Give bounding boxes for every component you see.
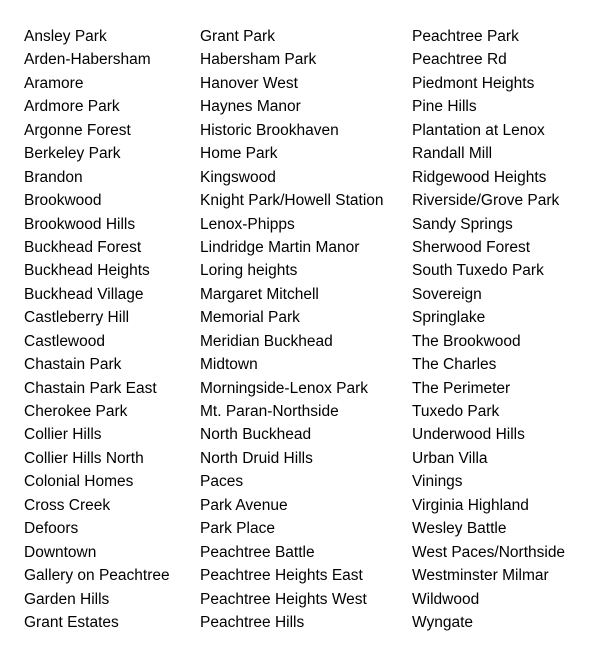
neighborhood-list-item: Wesley Battle	[412, 520, 507, 538]
neighborhood-list-item: Hanover West	[200, 74, 298, 92]
neighborhood-list-item: Tuxedo Park	[412, 403, 500, 420]
neighborhood-list-item: Buckhead Heights	[24, 262, 150, 280]
neighborhood-list-item: Memorial Park	[200, 309, 300, 327]
neighborhood-list-item: Park Place	[200, 520, 275, 538]
neighborhood-list-item: Home Park	[200, 145, 278, 163]
neighborhood-list-item: Plantation at Lenox	[412, 121, 545, 139]
neighborhood-list-item: Paces	[200, 473, 244, 491]
neighborhood-list-item: Wyngate	[412, 613, 474, 631]
neighborhood-list-item: Virginia Highland	[412, 496, 529, 514]
neighborhood-list-item: Collier Hills	[24, 426, 102, 444]
neighborhood-list-item: Gallery on Peachtree	[24, 567, 170, 585]
neighborhood-list-item: Berkeley Park	[24, 145, 121, 163]
neighborhood-list-item: Grant Estates	[24, 613, 119, 631]
neighborhood-list-item: Midtown	[200, 356, 258, 374]
neighborhood-list-item: Pine Hills	[412, 98, 477, 116]
neighborhood-list-item: Lindridge Martin Manor	[200, 238, 360, 256]
neighborhood-list-item: Piedmont Heights	[412, 74, 535, 92]
neighborhood-list-item: Underwood Hills	[412, 426, 525, 444]
neighborhood-list-item: Park Avenue	[200, 496, 288, 514]
neighborhood-list-item: Garden Hills	[24, 590, 110, 608]
neighborhood-list-item: Sherwood Forest	[412, 238, 531, 256]
neighborhood-list-item: Aramore	[24, 74, 84, 92]
neighborhood-list-item: Castlewood	[24, 332, 105, 350]
neighborhood-list-item: The Perimeter	[412, 379, 511, 397]
neighborhood-list-item: Ridgewood Heights	[412, 168, 547, 186]
neighborhood-list-item: Mt. Paran-Northside	[200, 403, 339, 420]
neighborhood-list-item: Loring heights	[200, 262, 298, 280]
neighborhood-list-item: Colonial Homes	[24, 473, 134, 491]
neighborhood-list-item: Cross Creek	[24, 496, 111, 514]
neighborhood-list-item: Peachtree Battle	[200, 543, 315, 561]
neighborhood-list-item: The Charles	[412, 356, 497, 374]
neighborhood-list-item: Ansley Park	[24, 28, 107, 45]
neighborhood-list-item: Cherokee Park	[24, 403, 128, 420]
neighborhood-list-item: Buckhead Village	[24, 285, 144, 303]
neighborhood-list-item: Knight Park/Howell Station	[200, 192, 384, 210]
neighborhood-list-item: West Paces/Northside	[412, 543, 566, 561]
neighborhood-list-item: Peachtree Park	[412, 28, 519, 45]
neighborhood-list-item: Sandy Springs	[412, 215, 513, 233]
neighborhood-list-item: Meridian Buckhead	[200, 332, 333, 350]
neighborhood-list-item: Randall Mill	[412, 145, 493, 163]
neighborhood-list-item: Kingswood	[200, 168, 276, 186]
neighborhood-list-item: The Brookwood	[412, 332, 521, 350]
neighborhood-list-item: Wildwood	[412, 590, 480, 608]
neighborhood-list-item: North Buckhead	[200, 426, 312, 444]
neighborhood-list-item: Brookwood	[24, 192, 102, 210]
neighborhood-list-item: Arden-Habersham	[24, 51, 151, 69]
neighborhood-column-3	[412, 25, 565, 634]
neighborhood-list-item: South Tuxedo Park	[412, 262, 544, 280]
neighborhood-list-item: Sovereign	[412, 285, 482, 303]
neighborhood-list-item: Chastain Park East	[24, 379, 157, 397]
neighborhood-list-item: Defoors	[24, 520, 79, 538]
neighborhood-column-2	[200, 25, 384, 634]
neighborhood-list-item: Collier Hills North	[24, 449, 144, 467]
neighborhood-list-item: Habersham Park	[200, 51, 317, 69]
neighborhood-list-item: Peachtree Heights East	[200, 567, 363, 585]
neighborhood-list-item: Castleberry Hill	[24, 309, 130, 327]
neighborhood-list-item: Grant Park	[200, 28, 275, 45]
neighborhood-list-item: North Druid Hills	[200, 449, 313, 467]
neighborhood-list-item: Riverside/Grove Park	[412, 192, 560, 210]
neighborhood-list-item: Haynes Manor	[200, 98, 301, 116]
neighborhood-list-item: Historic Brookhaven	[200, 121, 339, 139]
neighborhood-list-item: Downtown	[24, 543, 97, 561]
neighborhood-list-item: Buckhead Forest	[24, 238, 142, 256]
neighborhood-list-item: Westminster Milmar	[412, 567, 549, 585]
neighborhood-list-item: Morningside-Lenox Park	[200, 379, 369, 397]
neighborhood-list-item: Peachtree Hills	[200, 613, 305, 631]
neighborhood-list-item: Urban Villa	[412, 449, 488, 467]
neighborhood-list-item: Peachtree Rd	[412, 51, 507, 69]
neighborhood-list-item: Margaret Mitchell	[200, 285, 319, 303]
neighborhood-list-item: Argonne Forest	[24, 121, 131, 139]
neighborhood-list-item: Springlake	[412, 309, 486, 327]
neighborhood-list-item: Lenox-Phipps	[200, 215, 295, 233]
neighborhood-list-item: Ardmore Park	[24, 98, 120, 116]
neighborhood-list-item: Brookwood Hills	[24, 215, 136, 233]
neighborhood-column-1	[24, 25, 170, 634]
neighborhood-list-item: Chastain Park	[24, 356, 122, 374]
neighborhood-list-item: Vinings	[412, 473, 463, 491]
neighborhood-list-item: Peachtree Heights West	[200, 590, 367, 608]
neighborhood-list-item: Brandon	[24, 168, 83, 186]
